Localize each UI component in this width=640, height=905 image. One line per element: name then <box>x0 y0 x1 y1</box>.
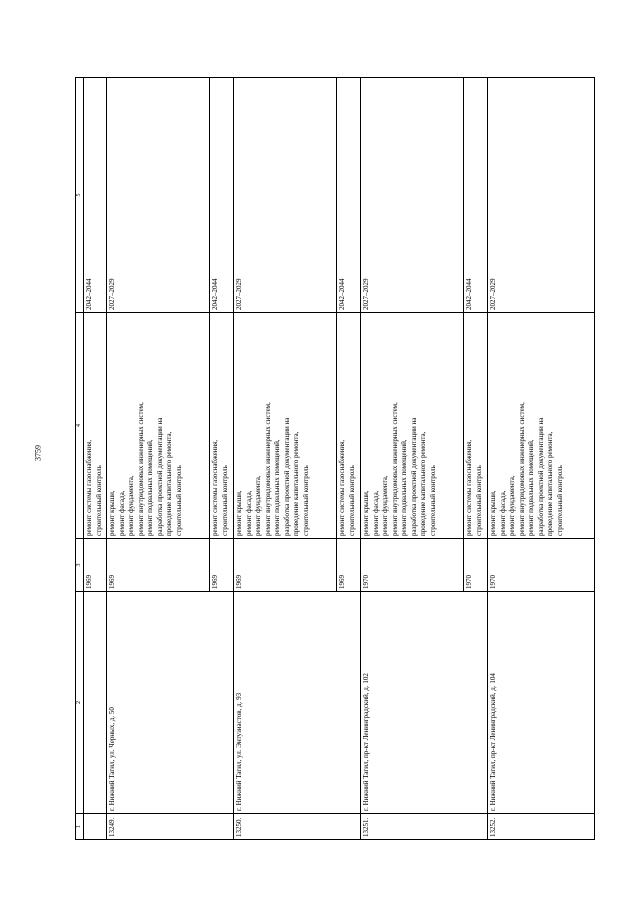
repair-schedule-table <box>75 77 595 840</box>
page-number: 3759 <box>33 445 43 461</box>
header-cell: 2 <box>76 592 84 814</box>
period-cell: 2042–2044 <box>210 78 234 313</box>
year-cell: 1970 <box>464 539 488 592</box>
year-cell: 1970 <box>488 539 595 592</box>
header-cell: 5 <box>76 78 84 313</box>
entry-number: 13250. <box>234 814 361 840</box>
works-cell: ремонт крыши, ремонт фасада, ремонт фундамента, ремонт внутридомовых инженерных систем, ремонт подвальных помещений, разработка проектной документации на проведение капитального ремонта, строительный контроль <box>488 313 595 539</box>
works-cell: ремонт системы газоснабжения, строительный контроль <box>464 313 488 539</box>
entry-number: 13252. <box>488 814 595 840</box>
entry-number: 13251. <box>361 814 488 840</box>
works-cell: ремонт крыши, ремонт фасада, ремонт фундамента, ремонт внутридомовых инженерных систем, ремонт подвальных помещений, разработка проектной документации на проведение капитального ремонта, строительный контроль <box>107 313 210 539</box>
header-cell: 3 <box>76 539 84 592</box>
page-number-box <box>30 444 46 462</box>
address-cell: г. Нижний Тагил, пр-кт Ленинградский, д. 102 <box>361 592 488 814</box>
works-cell: ремонт крыши, ремонт фасада, ремонт фундамента, ремонт внутридомовых инженерных систем, ремонт подвальных помещений, разработка проектной документации на проведение капитального ремонта, строительный контроль <box>361 313 464 539</box>
year-cell: 1969 <box>337 539 361 592</box>
period-cell: 2042–2044 <box>84 78 107 313</box>
address-cell: г. Нижний Тагил, пр-кт Ленинградский, д. 104 <box>488 592 595 814</box>
header-cell: 1 <box>76 814 84 840</box>
header-cell: 4 <box>76 313 84 539</box>
table-row <box>107 78 210 840</box>
period-cell: 2027–2029 <box>361 78 464 313</box>
works-cell: ремонт системы газоснабжения, строительный контроль <box>84 313 107 539</box>
table-row <box>234 78 337 840</box>
period-cell: 2027–2029 <box>107 78 210 313</box>
year-cell: 1969 <box>84 539 107 592</box>
table-row <box>361 78 464 840</box>
works-cell: ремонт системы газоснабжения, строительный контроль <box>210 313 234 539</box>
period-cell: 2027–2029 <box>488 78 595 313</box>
table-row <box>488 78 595 840</box>
period-cell: 2027–2029 <box>234 78 337 313</box>
rotated-page <box>75 78 601 840</box>
table-row <box>84 78 107 840</box>
entry-number: 13249. <box>107 814 234 840</box>
year-cell: 1969 <box>210 539 234 592</box>
header-row <box>76 78 84 840</box>
period-cell: 2042–2044 <box>337 78 361 313</box>
year-cell: 1969 <box>107 539 210 592</box>
works-cell: ремонт крыши, ремонт фасада, ремонт фундамента, ремонт внутридомовых инженерных систем, ремонт подвальных помещений, разработка проектной документации на проведение капитального ремонта, строительный контроль <box>234 313 337 539</box>
year-cell: 1969 <box>234 539 337 592</box>
address-cell: г. Нижний Тагил, ул. Энтузиастов, д. 93 <box>234 592 361 814</box>
period-cell: 2042–2044 <box>464 78 488 313</box>
works-cell: ремонт системы газоснабжения, строительный контроль <box>337 313 361 539</box>
year-cell: 1970 <box>361 539 464 592</box>
address-cell: г. Нижний Тагил, ул. Черных, д. 50 <box>107 592 234 814</box>
